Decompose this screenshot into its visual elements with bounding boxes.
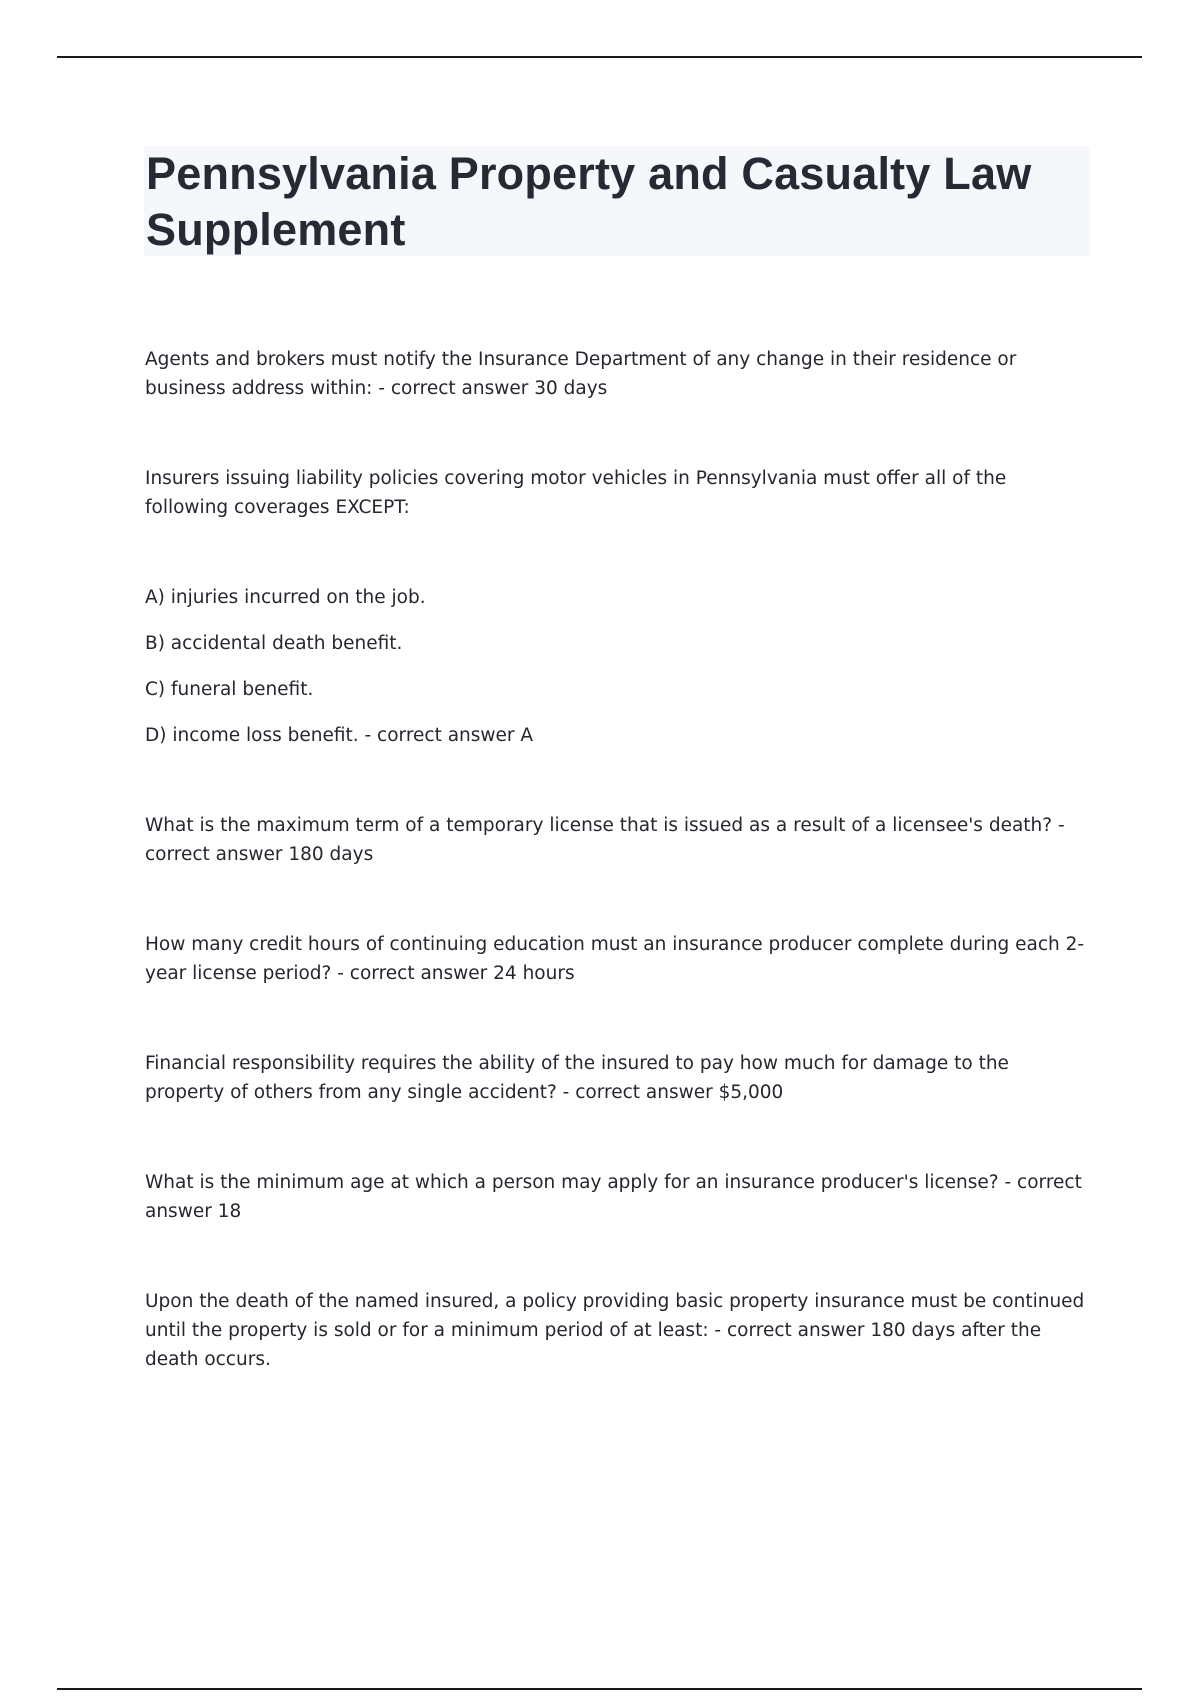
title-box [144, 146, 1090, 256]
question-6: What is the minimum age at which a person may apply for an insurance producer's license? - correct answer 18 [145, 1172, 1082, 1222]
question-2-options [145, 583, 1090, 750]
question-1: Agents and brokers must notify the Insurance Department of any change in their residence or business address within: - correct answer 30 days [145, 349, 1017, 399]
option-d: D) income loss benefit. - correct answer A [145, 725, 534, 746]
option-a: A) injuries incurred on the job. [145, 587, 426, 608]
question-7: Upon the death of the named insured, a policy providing basic property insurance must be continued until the property is sold or for a minimum period of at least: - correct answer 180 days after the death occurs. [145, 1291, 1085, 1370]
option-c: C) funeral benefit. [145, 679, 314, 700]
bottom-rule [57, 1688, 1142, 1690]
question-5: Financial responsibility requires the ability of the insured to pay how much for damage to the property of others from any single accident? - correct answer $5,000 [145, 1053, 1009, 1103]
question-3: What is the maximum term of a temporary license that is issued as a result of a licensee's death? - correct answer 180 days [145, 815, 1065, 865]
top-rule [57, 56, 1142, 58]
option-b: B) accidental death benefit. [145, 633, 403, 654]
question-4: How many credit hours of continuing education must an insurance producer complete during each 2-year license period? - correct answer 24 hours [145, 934, 1085, 984]
document-body [145, 345, 1090, 1374]
page-title: Pennsylvania Property and Casualty Law Supplement [146, 148, 1032, 255]
question-2: Insurers issuing liability policies covering motor vehicles in Pennsylvania must offer all of the following coverages EXCEPT: [145, 468, 1007, 518]
